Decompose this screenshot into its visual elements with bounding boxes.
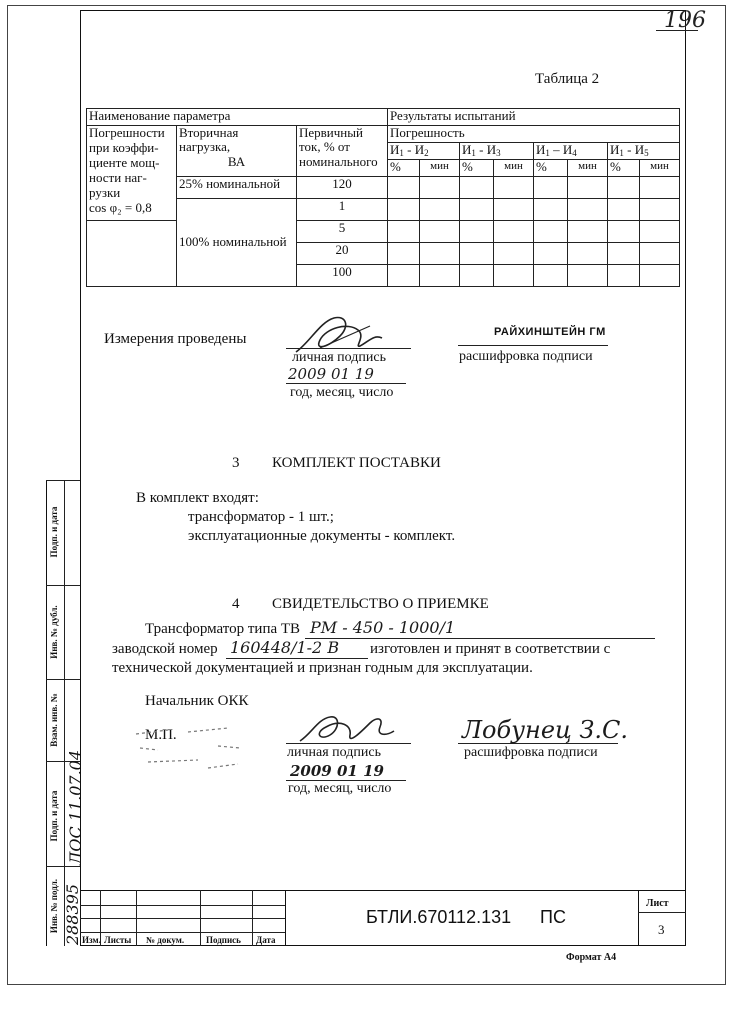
signature-caption: личная подпись — [287, 745, 381, 760]
current-value: 100 — [297, 265, 388, 287]
accept-tail: изготовлен и принят в соответствии с — [370, 641, 611, 657]
unit-min: мин — [640, 160, 680, 177]
head-label: Начальник ОКК — [145, 693, 249, 709]
unit-percent: % — [534, 160, 568, 177]
measurement-label: Измерения проведены — [104, 331, 247, 347]
header-results: Результаты испытаний — [388, 109, 680, 126]
measurement-date: 2009 01 19 — [288, 365, 374, 383]
load-100: 100% номинальной — [177, 199, 297, 287]
titleblock-col — [285, 890, 286, 946]
unit-percent: % — [608, 160, 640, 177]
acceptance-date: 2009 01 19 — [290, 762, 384, 780]
titleblock-row — [80, 932, 285, 933]
stamp-mark — [128, 720, 248, 780]
unit-percent: % — [388, 160, 420, 177]
accept-line2: технической документацией и признан годным для эксплуатации. — [112, 660, 533, 676]
pair-1-5: $И_1 - И_5$ — [608, 143, 680, 160]
type-line — [305, 638, 655, 639]
section4-number: 4 — [232, 596, 240, 612]
side-row — [46, 585, 80, 586]
titleblock-col — [638, 890, 639, 946]
pair-1-3: $И_1 - И_3$ — [460, 143, 534, 160]
name-line — [458, 743, 618, 744]
signature-line — [286, 743, 411, 744]
header-param: Наименование параметра — [87, 109, 388, 126]
pair-1-4: $И_1 - И_4$ — [534, 143, 608, 160]
test-results-table — [86, 108, 680, 287]
titleblock-col — [136, 890, 137, 946]
name-caption: расшифровка подписи — [459, 349, 593, 364]
current-value: 120 — [297, 177, 388, 199]
type-value: РМ - 450 - 1000/1 — [310, 618, 456, 637]
side-inv-podl-handwritten: 288395 — [63, 883, 82, 945]
titleblock-top — [80, 890, 686, 891]
titleblock-col — [252, 890, 253, 946]
titleblock-row — [80, 905, 285, 906]
doc-type: ПС — [540, 907, 566, 927]
date-line — [286, 383, 406, 384]
name-line — [458, 345, 608, 346]
unit-min: мин — [568, 160, 608, 177]
section3-number: 3 — [232, 455, 240, 471]
section4-title: СВИДЕТЕЛЬСТВО О ПРИЕМКЕ — [272, 596, 489, 612]
side-inv-podl: Инв. № подл. — [49, 878, 59, 934]
side-inv-dubl: Инв. № дубл. — [49, 605, 59, 659]
col-data: Дата — [256, 935, 276, 945]
pair-1-2: $И_1 - И_2$ — [388, 143, 460, 160]
section3-item: трансформатор - 1 шт.; — [188, 509, 334, 525]
col-listy: Листы — [104, 935, 132, 945]
unit-min: мин — [420, 160, 460, 177]
format-label: Формат А4 — [566, 952, 617, 963]
error-header: Погрешность — [388, 126, 680, 143]
mp-label: М.П. — [145, 727, 177, 743]
table-caption: Таблица 2 — [535, 71, 600, 87]
titleblock-col — [200, 890, 201, 946]
current-value: 5 — [297, 221, 388, 243]
section3-intro: В комплект входят: — [136, 490, 259, 506]
col1-header: Погрешности при коэффи- циенте мощ- ности наг- рузки cos φ₂ = 0,8 — [87, 126, 177, 221]
section3-item: эксплуатационные документы - комплект. — [188, 528, 456, 544]
handwritten-name: Лобунец З.С. — [462, 716, 629, 744]
serial-line — [226, 658, 368, 659]
date-caption: год, месяц, число — [288, 781, 392, 796]
titleblock-row — [80, 918, 285, 919]
side-row — [46, 480, 80, 481]
col3-header: Первичный ток, % от номинального — [297, 126, 388, 177]
current-value: 1 — [297, 199, 388, 221]
unit-percent: % — [460, 160, 494, 177]
col-izm: Изм. — [82, 935, 101, 945]
date-caption: год, месяц, число — [290, 385, 394, 400]
serial-value: 160448/1-2 В — [230, 638, 340, 657]
sheet-label: Лист — [646, 898, 669, 909]
side-stamp-border — [46, 480, 47, 946]
unit-min: мин — [494, 160, 534, 177]
side-podp-data-top: Подп. и дата — [49, 506, 59, 558]
serial-label: заводской номер — [112, 641, 218, 657]
side-podp-handwritten: ЛОС 11.07.04 — [66, 749, 85, 865]
signature-line — [286, 348, 411, 349]
sheet-divider — [638, 912, 686, 913]
col-podpis: Подпись — [206, 935, 241, 945]
load-25: 25% номинальной — [177, 177, 297, 199]
signature-caption: личная подпись — [292, 350, 386, 365]
current-value: 20 — [297, 243, 388, 265]
col-dokum: № докум. — [146, 935, 185, 945]
page-number: 196 — [664, 8, 706, 33]
side-podp-data: Подп. и дата — [49, 790, 59, 842]
printed-name: РАЙХИНШТЕЙН ГМ — [494, 326, 606, 338]
name-caption: расшифровка подписи — [464, 745, 598, 760]
page-number-underline — [656, 30, 698, 31]
section3-title: КОМПЛЕКТ ПОСТАВКИ — [272, 455, 441, 471]
type-label: Трансформатор типа ТВ — [145, 621, 301, 637]
col2-header: Вторичная нагрузка, ВА — [177, 126, 297, 177]
side-vzam-inv: Взам. инв. № — [49, 693, 59, 747]
sheet-number: 3 — [658, 922, 665, 937]
doc-code: БТЛИ.670112.131 — [366, 907, 512, 927]
